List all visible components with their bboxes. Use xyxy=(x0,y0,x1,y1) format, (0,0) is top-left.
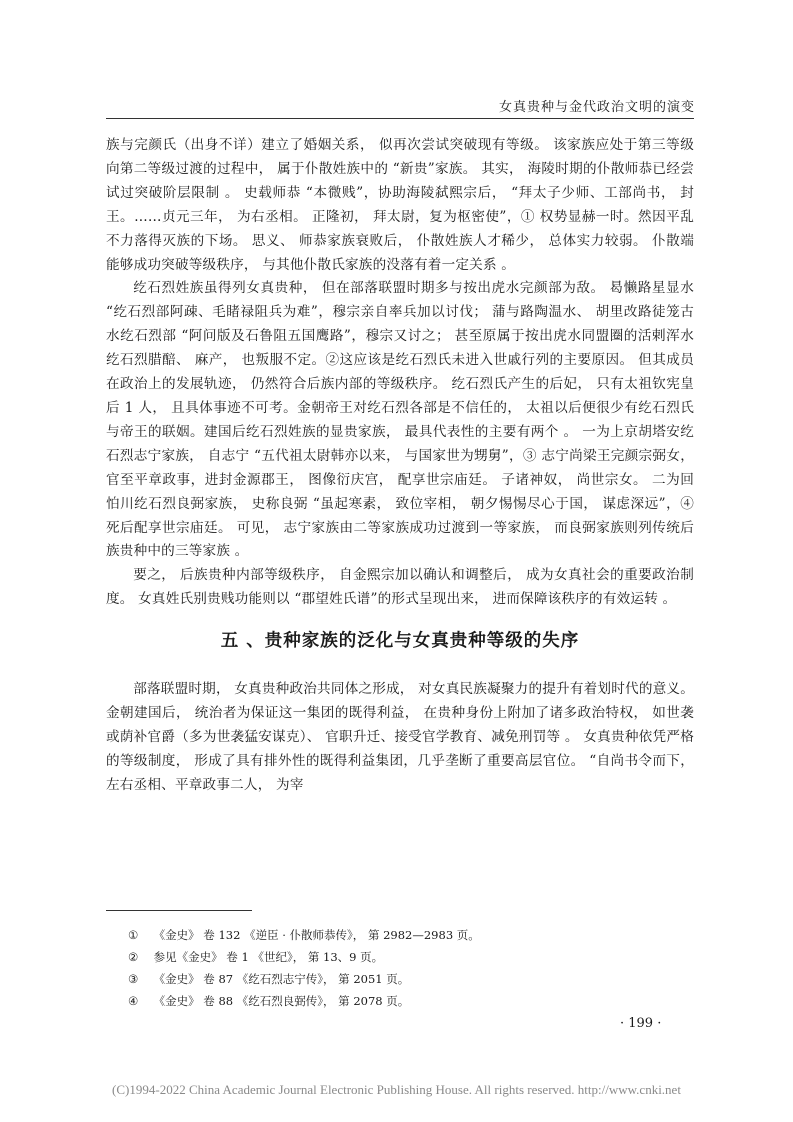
running-header-title: 女真贵种与金代政治文明的演变 xyxy=(498,100,695,115)
body-paragraph-3: 要之， 后族贵种内部等级秩序， 自金熙宗加以确认和调整后， 成为女真社会的重要政治制度。 女真姓氏别贵贱功能则以 “郡望姓氏谱”的形式呈现出来， 进而保障该秩序的有效运转 。 xyxy=(106,567,694,608)
body-paragraph-2: 纥石烈姓族虽得列女真贵种， 但在部落联盟时期多与按出虎水完颜部为敌。 曷懒路星显水 “纥石烈部阿疎、毛睹禄阻兵为难”，穆宗亲自率兵加以讨伐； 蒲与路陶温水、 胡里改路徒笼古水纥石烈部 “阿问版及石鲁阻五国鹰路”，穆宗又讨之； 甚至原属于按出虎水同盟圈的活剌浑水纥石烈腊醅、 麻产， 也叛服不定。②这应该是纥石烈氏未进入世戚行列的主要原因。 但其成员在政治上的发展轨迹， 仍然符合后族内部的等级秩序。 纥石烈氏产生的后妃， 只有太祖钦宪皇后 1 人， 且具体事迹不可考。金朝帝王对纥石烈各部是不信任的， 太祖以后便很少有纥石烈氏与帝王的联姻。建国后纥石烈姓族的显贵家族， 最具代表性的主要有两个 。 一为上京胡塔安纥石烈志宁家族， 自志宁 “五代祖太尉韩亦以来， 与国家世为甥舅”，③ 志宁尚梁王完颜宗弼女，官至平章政事，进封金源郡王， 图像衍庆宫， 配享世宗庙廷。 子诸神奴， 尚世宗女。 二为回怕川纥石烈良弼家族， 史称良弼 “虽起寒素， 致位宰相， 朝夕惕惕尽心于国， 谋虑深远”，④ 死后配享世宗庙廷。 可见， 志宁家族由二等家族成功过渡到一等家族， 而良弼家族则列传统后族贵种中的三等家族 。 xyxy=(106,280,694,560)
body-paragraph-1: 族与完颜氏（出身不详）建立了婚姻关系， 似再次尝试突破现有等级。 该家族应处于第三等级向第二等级过渡的过程中， 属于仆散姓族中的 “新贵”家族。 其实， 海陵时期的仆散师恭已经尝试过突破阶层限制 。 史载师恭 “本微贱”，协助海陵弑熙宗后， “拜太子少师、工部尚书， 封王。……贞元三年， 为右丞相。 正隆初， 拜太尉，复为枢密使”，① 权势显赫一时。然因平乱不力落得灭族的下场。 思义、 师恭家族衰败后， 仆散姓族人才稀少， 总体实力较弱。 仆散端能够成功突破等级秩序， 与其他仆散氏家族的没落有着一定关系 。 xyxy=(106,137,694,273)
body-text xyxy=(106,134,694,798)
footnote-text: 《金史》 卷 88 《纥石烈良弼传》， 第 2078 页。 xyxy=(153,994,410,1008)
footnote-item xyxy=(106,946,694,968)
footnote-item xyxy=(106,968,694,990)
page-number: · 199 · xyxy=(620,1016,662,1031)
header-divider xyxy=(106,118,694,119)
footnote-marker: ④ xyxy=(128,994,139,1008)
footnote-marker: ③ xyxy=(128,972,139,986)
footnote-marker: ② xyxy=(128,950,139,964)
footnote-list xyxy=(106,924,694,1012)
footnote-marker: ① xyxy=(128,928,139,942)
section-paragraph-1: 部落联盟时期， 女真贵种政治共同体之形成， 对女真民族凝聚力的提升有着划时代的意义。 金朝建国后， 统治者为保证这一集团的既得利益， 在贵种身份上附加了诸多政治特权， 如世袭或荫补官爵（多为世袭猛安谋克）、 官职升迁、接受官学教育、减免刑罚等 。 女真贵种依凭严格的等级制度， 形成了具有排外性的既得利益集团，几乎垄断了重要高层官位。 “自尚书令而下， 左右丞相、平章政事二人， 为宰 xyxy=(106,681,694,793)
footnote-text: 《金史》 卷 87 《纥石烈志宁传》， 第 2051 页。 xyxy=(153,972,410,986)
footnote-item xyxy=(106,924,694,946)
footnote-text: 参见《金史》 卷 1 《世纪》， 第 13、9 页。 xyxy=(153,950,384,964)
footnote-item xyxy=(106,990,694,1012)
section-heading: 五 、贵种家族的泛化与女真贵种等级的失序 xyxy=(220,631,580,652)
footnote-divider xyxy=(106,910,252,911)
footnote-text: 《金史》 卷 132 《逆臣 · 仆散师恭传》， 第 2982—2983 页。 xyxy=(153,928,480,942)
copyright-watermark: (C)1994-2022 China Academic Journal Electronic Publishing House. All rights reserved. http://www.cnki.net xyxy=(112,1082,681,1097)
